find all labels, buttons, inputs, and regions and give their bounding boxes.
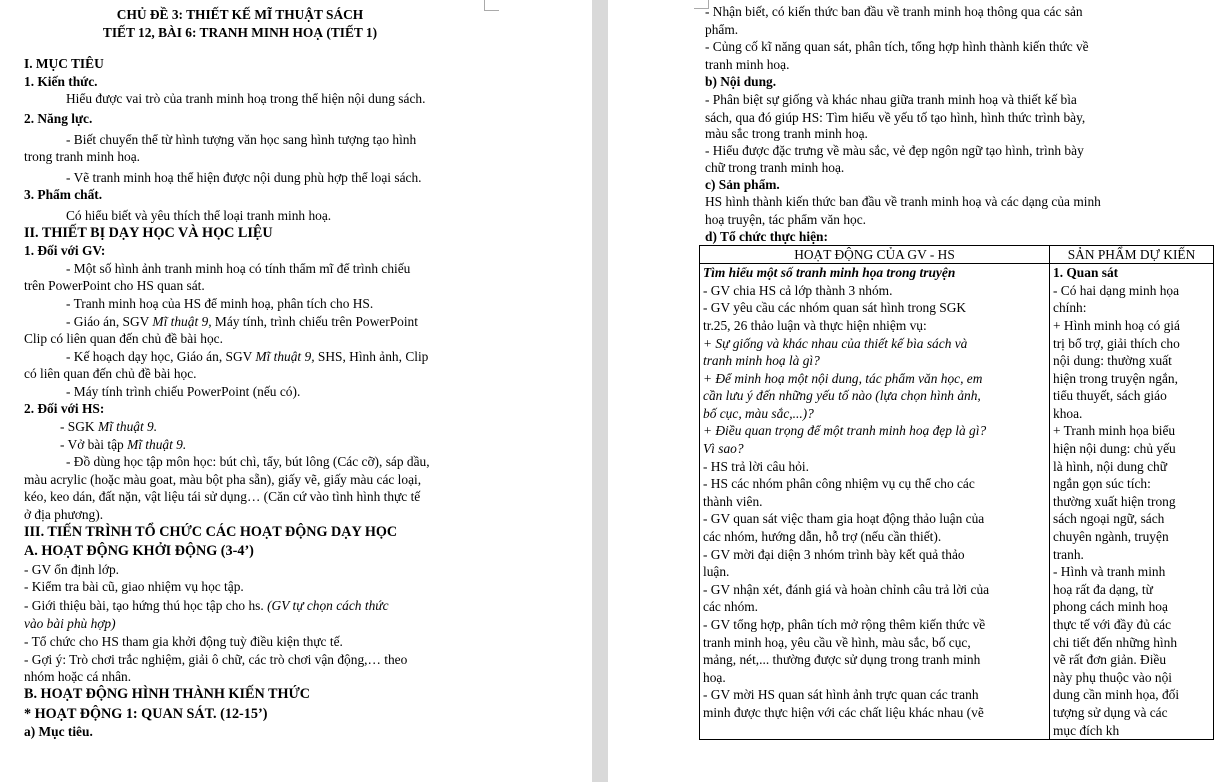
section-heading: III. TIẾN TRÌNH TỔ CHỨC CÁC HOẠT ĐỘNG DẠY HỌC — [24, 523, 398, 540]
paragraph: chữ trong tranh minh hoạ. — [705, 159, 845, 175]
table-cell-line: các nhóm, hướng dẫn, hỗ trợ (nếu cần thiết). — [703, 529, 942, 545]
table-header-products — [1050, 245, 1214, 264]
document-page-right — [608, 0, 1222, 782]
paragraph — [24, 418, 494, 436]
paragraph: Clip có liên quan đến chủ đề bài học. — [24, 331, 223, 347]
subsection-heading: d) Tổ chức thực hiện: — [705, 228, 828, 244]
table-cell-line: thực tế với đầy đủ các — [1053, 617, 1172, 632]
paragraph: vào bài phù hợp) — [24, 615, 116, 631]
paragraph: Có hiểu biết và yêu thích thể loại tranh minh hoạ. — [66, 207, 332, 223]
paragraph: tranh minh hoạ. — [705, 56, 790, 72]
text-run: - Vở bài tập — [60, 436, 128, 452]
subsection-heading: 3. Phẩm chất. — [24, 187, 103, 203]
table-cell-line: tr.25, 26 thảo luận và thực hiện nhiệm vụ: — [703, 317, 927, 333]
table-cell-line: tranh minh hoạ, yêu cầu về hình, màu sắc, bố cục, — [703, 634, 971, 650]
text-run-italic: Mĩ thuật 9, — [255, 348, 315, 364]
table-row — [700, 264, 1214, 740]
section-heading: II. THIẾT BỊ DẠY HỌC VÀ HỌC LIỆU — [24, 224, 273, 241]
table-cell-line: các nhóm. — [703, 599, 759, 615]
paragraph: - Một số hình ảnh tranh minh hoạ có tính thẩm mĩ để trình chiếu — [66, 260, 411, 276]
paragraph: - Máy tính trình chiếu PowerPoint (nếu có). — [66, 383, 301, 399]
paragraph: - Gợi ý: Trò chơi trắc nghiệm, giải ô chữ, các trò chơi vận động,… theo — [24, 651, 408, 667]
table-cell-line: mảng, nét,... thường được sử dụng trong tranh minh — [703, 652, 981, 668]
table-cell-line: tranh. — [1053, 546, 1084, 562]
subsection-heading: 2. Năng lực. — [24, 110, 93, 126]
page-right-content — [705, 6, 1215, 740]
paragraph: hoạ truyện, tác phẩm văn học. — [705, 211, 867, 227]
paragraph: trên PowerPoint cho HS quan sát. — [24, 278, 205, 294]
text-run: - SGK — [60, 419, 98, 435]
paragraph: kéo, keo dán, đất nặn, vật liệu tái sử dụng… (Căn cứ vào tình hình thực tế — [24, 489, 421, 505]
lesson-plan-table — [699, 245, 1214, 741]
table-cell-line: + Sự giống và khác nhau của thiết kế bìa sách và — [703, 335, 968, 351]
table-cell-line: + Hình minh hoạ có giá — [1053, 317, 1180, 333]
paragraph — [24, 348, 494, 366]
subsection-heading: 1. Đối với GV: — [24, 243, 106, 259]
paragraph: phẩm. — [705, 21, 739, 37]
text-run-italic: Mĩ thuật 9. — [97, 419, 158, 435]
table-cell-line: hiện nội dung: chủ yếu — [1053, 441, 1176, 457]
paragraph: Hiểu được vai trò của tranh minh hoạ trong thể hiện nội dung sách. — [66, 91, 426, 107]
table-cell-line: - Có hai dạng minh họa — [1053, 282, 1180, 298]
section-heading: A. HOẠT ĐỘNG KHỞI ĐỘNG (3-4’) — [24, 543, 254, 560]
activities-cell — [700, 264, 1050, 740]
subsection-heading: c) Sản phẩm. — [705, 176, 780, 192]
subsection-heading: 1. Kiến thức. — [24, 73, 98, 89]
paragraph: nhóm hoặc cá nhân. — [24, 669, 132, 685]
heading-lesson: TIẾT 12, BÀI 6: TRANH MINH HOẠ (TIẾT 1) — [102, 24, 378, 40]
table-cell-line: chuyên ngành, truyện — [1053, 529, 1169, 545]
table-cell-line: minh được thực hiện với các chất liệu khác nhau (vẽ — [703, 704, 984, 720]
text-run-italic: (GV tự chọn cách thức — [267, 598, 389, 613]
subsection-heading: b) Nội dung. — [705, 74, 777, 90]
table-cell-line: Vì sao? — [703, 441, 744, 457]
paragraph: - Biết chuyển thể từ hình tượng văn học sang hình tượng tạo hình — [66, 131, 417, 147]
table-cell-line: Tìm hiểu một số tranh minh họa trong truyện — [703, 265, 956, 281]
spacer — [24, 41, 494, 55]
table-cell-line: luận. — [703, 564, 730, 580]
table-cell-line: + Tranh minh họa biểu — [1053, 423, 1176, 439]
page-left-content — [24, 6, 494, 741]
table-cell-line: - GV quan sát việc tham gia hoạt động thảo luận của — [703, 511, 985, 527]
header-text: SẢN PHẨM DỰ KIẾN — [1067, 246, 1196, 262]
table-cell-line: cần lưu ý đến những yếu tố nào (lựa chọn hình ảnh, — [703, 388, 981, 404]
paragraph: - Vẽ tranh minh hoạ thể hiện được nội dung phù hợp thể loại sách. — [66, 169, 422, 185]
heading-topic: CHỦ ĐỀ 3: THIẾT KẾ MĨ THUẬT SÁCH — [116, 7, 364, 22]
table-cell-line: hiện trong truyện ngắn, — [1053, 370, 1178, 386]
table-cell-line: - HS các nhóm phân công nhiệm vụ cụ thể cho các — [703, 476, 975, 492]
paragraph: ở địa phương). — [24, 507, 104, 523]
text-run: - Giáo án, SGV — [66, 313, 153, 329]
subsection-heading: 2. Đối với HS: — [24, 401, 105, 417]
table-cell-line: + Để minh hoạ một nội dung, tác phẩm văn học, em — [703, 370, 983, 386]
paragraph: HS hình thành kiến thức ban đầu về tranh minh hoạ và các dạng của minh — [705, 194, 1101, 210]
table-cell-line: thường xuất hiện trong — [1053, 493, 1176, 509]
table-header-row — [700, 245, 1214, 264]
table-cell-line: mục đích kh — [1053, 722, 1120, 738]
table-cell-line: - Hình và tranh minh — [1053, 564, 1166, 580]
section-heading: B. HOẠT ĐỘNG HÌNH THÀNH KIẾN THỨC — [24, 685, 311, 702]
table-cell-line: trị bổ trợ, giải thích cho — [1053, 335, 1180, 351]
table-cell-line: là hình, nội dung chữ — [1053, 458, 1167, 474]
table-cell-line: vẽ rất đơn giản. Điều — [1053, 652, 1167, 668]
table-cell-line: này phụ thuộc vào nội — [1053, 669, 1173, 685]
table-cell-line: khoa. — [1053, 405, 1083, 421]
section-heading: I. MỤC TIÊU — [24, 56, 104, 72]
paragraph: trong tranh minh hoạ. — [24, 149, 141, 165]
document-page-left — [0, 0, 592, 782]
text-run: - Kế hoạch dạy học, Giáo án, SGV — [66, 348, 256, 364]
table-cell-line: ngắn gọn súc tích: — [1053, 476, 1151, 492]
table-cell-line: phong cách minh hoạ — [1053, 599, 1168, 615]
header-text: HOẠT ĐỘNG CỦA GV - HS — [794, 246, 955, 262]
table-cell-line: chi tiết đến những hình — [1053, 634, 1178, 650]
paragraph: sách, qua đó giúp HS: Tìm hiểu về yếu tố tạo hình, hình thức trình bày, — [705, 109, 1086, 125]
text-run-italic: Mĩ thuật 9. — [127, 436, 187, 452]
table-cell-line: tranh minh hoạ là gì? — [703, 353, 820, 369]
table-cell-line: hoạ rất đa dạng, từ — [1053, 581, 1153, 597]
table-cell-line: nội dung: thường xuất — [1053, 353, 1172, 369]
table-cell-line: thành viên. — [703, 493, 763, 509]
paragraph — [24, 313, 494, 331]
text-run: SHS, Hình ảnh, Clip — [314, 348, 429, 364]
paragraph: - Củng cố kĩ năng quan sát, phân tích, tổng hợp hình thành kiến thức về — [705, 39, 1089, 55]
products-cell — [1050, 264, 1214, 740]
table-cell-line: - GV mời đại diện 3 nhóm trình bày kết quả thảo — [703, 546, 965, 562]
table-cell-line: bố cục, màu sắc,...)? — [703, 405, 814, 421]
text-run-italic: Mĩ thuật 9, — [152, 313, 212, 329]
table-cell-line: sách ngoại ngữ, sách — [1053, 511, 1165, 527]
table-cell-line: + Điều quan trọng để một tranh minh hoạ đẹp là gì? — [703, 423, 987, 439]
paragraph: màu sắc trong tranh minh hoạ. — [705, 126, 868, 142]
paragraph: - GV ổn định lớp. — [24, 561, 119, 577]
text-run: Máy tính, trình chiếu trên PowerPoint — [211, 313, 418, 329]
table-cell-line: - GV chia HS cả lớp thành 3 nhóm. — [703, 282, 893, 298]
table-header-activities — [700, 245, 1050, 264]
paragraph: - Kiểm tra bài cũ, giao nhiệm vụ học tập. — [24, 579, 244, 595]
paragraph: - Đồ dùng học tập môn học: bút chì, tẩy, bút lông (Các cỡ), sáp dầu, — [66, 454, 430, 470]
subsection-heading: a) Mục tiêu. — [24, 724, 93, 740]
table-cell-line: dung cần minh họa, đối — [1053, 687, 1180, 703]
paragraph: có liên quan đến chủ đề bài học. — [24, 366, 197, 382]
text-run: - Giới thiệu bài, tạo hứng thú học tập cho hs. — [24, 598, 268, 613]
table-cell-line: chính: — [1053, 300, 1087, 316]
paragraph — [24, 597, 494, 615]
paragraph: - Hiểu được đặc trưng về màu sắc, vẻ đẹp ngôn ngữ tạo hình, trình bày — [705, 143, 1084, 159]
table-cell-line: - GV tổng hợp, phân tích mở rộng thêm kiến thức về — [703, 617, 986, 632]
paragraph: - Tranh minh hoạ của HS để minh hoạ, phân tích cho HS. — [66, 295, 374, 311]
table-cell-line: tiểu thuyết, sách giáo — [1053, 388, 1167, 404]
activity-heading: * HOẠT ĐỘNG 1: QUAN SÁT. (12-15’) — [24, 705, 268, 722]
paragraph: - Phân biệt sự giống và khác nhau giữa tranh minh hoạ và thiết kế bìa — [705, 91, 1077, 107]
table-cell-line: 1. Quan sát — [1053, 265, 1119, 281]
paragraph: màu acrylic (hoặc màu goat, màu bột pha sẵn), giấy vẽ, giấy màu các loại, — [24, 471, 422, 487]
table-cell-line: - HS trả lời câu hỏi. — [703, 458, 810, 474]
table-cell-line: - GV yêu cầu các nhóm quan sát hình trong SGK — [703, 300, 967, 316]
table-cell-line: - GV mời HS quan sát hình ảnh trực quan các tranh — [703, 687, 979, 703]
paragraph — [24, 436, 494, 454]
table-cell-line: tượng sử dụng và các — [1053, 704, 1168, 720]
paragraph: - Nhận biết, có kiến thức ban đầu về tranh minh hoạ thông qua các sản — [705, 4, 1083, 19]
paragraph: - Tổ chức cho HS tham gia khởi động tuỳ điều kiện thực tế. — [24, 634, 343, 650]
table-cell-line: hoạ. — [703, 669, 726, 685]
table-cell-line: - GV nhận xét, đánh giá và hoàn chỉnh câu trả lời của — [703, 581, 990, 597]
